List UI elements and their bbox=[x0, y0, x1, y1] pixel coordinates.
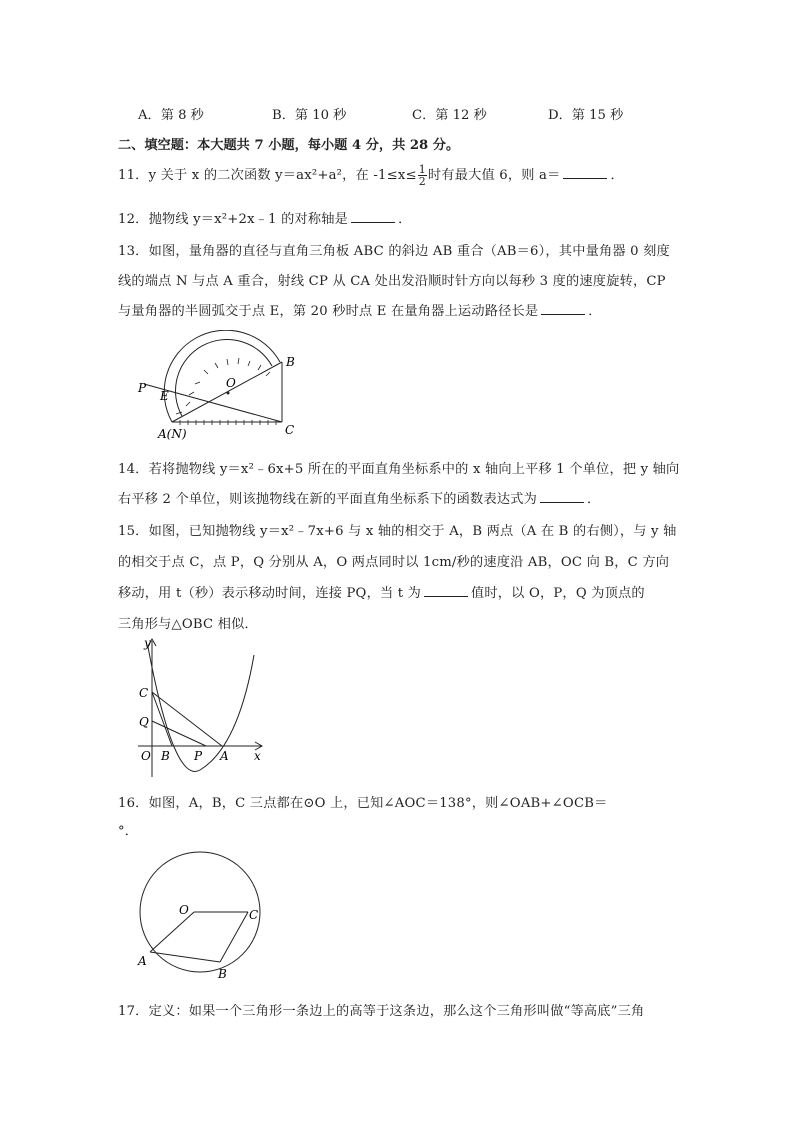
q16-figure-circle bbox=[132, 848, 272, 984]
q15-line-2: 的相交于点 C，点 P，Q 分别从 A，O 两点同时以 1cm/秒的速度沿 AB，OC 向 B，C 方向 bbox=[118, 555, 670, 570]
q15-line-4: 三角形与△OBC 相似． bbox=[118, 617, 258, 632]
q14-end: ． bbox=[587, 492, 601, 507]
protractor-ticks bbox=[176, 358, 276, 425]
q15-line-3-post: 值时，以 O，P，Q 为顶点的 bbox=[471, 586, 645, 601]
q11-text-pre: y 关于 x 的二次函数 y＝ax²+a²，在 -1≤x≤ bbox=[148, 168, 417, 183]
q14-line-2: 右平移 2 个单位，则该抛物线在新的平面直角坐标系下的函数表达式为 bbox=[118, 492, 537, 507]
label-p: P bbox=[194, 749, 203, 763]
q16-line-2: °． bbox=[118, 824, 139, 839]
q13-answer-blank bbox=[541, 302, 585, 315]
label-b: B bbox=[161, 749, 170, 763]
q11-fraction bbox=[418, 164, 427, 187]
question-15-line-3 bbox=[118, 582, 645, 601]
q13-line-1: 13．如图，量角器的直径与直角三角板 ABC 的斜边 AB 重合（AB＝6），其中量角器 0 刻度 bbox=[118, 244, 670, 259]
option-c: C．第 12 秒 bbox=[412, 108, 487, 123]
label-o: O bbox=[226, 376, 236, 390]
axis-label-y: y bbox=[144, 636, 151, 650]
option-a: A．第 8 秒 bbox=[138, 108, 204, 123]
label-c: C bbox=[285, 423, 295, 437]
q15-line-1: 15．如图，已知抛物线 y＝x²﹣7x+6 与 x 轴的相交于 A，B 两点（A 在 B 的右侧），与 y 轴 bbox=[118, 524, 677, 539]
axis-label-x: x bbox=[254, 749, 261, 763]
q14-answer-blank bbox=[540, 490, 584, 503]
q13-figure-protractor bbox=[130, 330, 305, 445]
q13-line-3: 与量角器的半圆弧交于点 E，第 20 秒时点 E 在量角器上运动路径长是 bbox=[118, 304, 539, 319]
question-14-line-2 bbox=[118, 488, 600, 507]
label-a: A bbox=[220, 749, 229, 763]
q13-line-2: 线的端点 N 与点 A 重合，射线 CP 从 CA 处出发沿顺时针方向以每秒 3 度的速度旋转，CP bbox=[118, 274, 666, 289]
label-o: O bbox=[179, 903, 189, 917]
option-b: B．第 10 秒 bbox=[272, 108, 347, 123]
label-c: C bbox=[139, 686, 149, 700]
q11-frac-num: 1 bbox=[418, 163, 426, 176]
option-d: D．第 15 秒 bbox=[548, 108, 624, 123]
label-a: A bbox=[138, 954, 147, 968]
q12-end: ． bbox=[398, 212, 412, 227]
label-c: C bbox=[249, 908, 259, 922]
q15-line-3-pre: 移动，用 t（秒）表示移动时间，连接 PQ，当 t 为 bbox=[118, 586, 422, 601]
question-11 bbox=[118, 164, 624, 187]
question-12 bbox=[118, 208, 411, 227]
protractor-inner-arc bbox=[176, 340, 272, 416]
segment-bc bbox=[220, 912, 248, 962]
q11-end: ． bbox=[610, 168, 624, 183]
q12-answer-blank bbox=[351, 210, 395, 223]
q11-frac-den: 2 bbox=[418, 175, 426, 188]
segment-qp bbox=[152, 721, 206, 746]
segment-oa bbox=[150, 912, 194, 952]
label-p: P bbox=[138, 381, 147, 395]
protractor-outer-arc bbox=[164, 330, 280, 422]
q15-figure-parabola bbox=[134, 635, 269, 785]
center-point-o bbox=[227, 392, 230, 395]
section-title: 二、填空题：本大题共 7 小题，每小题 4 分，共 28 分。 bbox=[118, 138, 460, 153]
q16-line-1: 16．如图，A，B，C 三点都在⊙O 上，已知∠AOC＝138°，则∠OAB+∠OCB＝ bbox=[118, 796, 608, 811]
label-o: O bbox=[141, 749, 151, 763]
label-a-n: A(N) bbox=[158, 427, 187, 441]
label-e: E bbox=[160, 389, 169, 403]
q11-answer-blank bbox=[563, 166, 607, 179]
q13-end: ． bbox=[588, 304, 602, 319]
q15-answer-blank bbox=[424, 584, 468, 597]
label-q: Q bbox=[139, 715, 149, 729]
q12-text: 12．抛物线 y＝x²+2x﹣1 的对称轴是 bbox=[118, 212, 349, 227]
q17-line-1: 17．定义：如果一个三角形一条边上的高等于这条边，那么这个三角形叫做“等高底”三角 bbox=[118, 1004, 645, 1019]
label-b: B bbox=[218, 967, 227, 981]
q11-text-post: 时有最大值 6，则 a＝ bbox=[427, 168, 561, 183]
label-b: B bbox=[286, 355, 295, 369]
q14-line-1: 14．若将抛物线 y＝x²﹣6x+5 所在的平面直角坐标系中的 x 轴向上平移 1 个单位，把 y 轴向 bbox=[118, 462, 680, 477]
question-13-line-3 bbox=[118, 300, 602, 319]
q11-number: 11． bbox=[118, 168, 149, 183]
